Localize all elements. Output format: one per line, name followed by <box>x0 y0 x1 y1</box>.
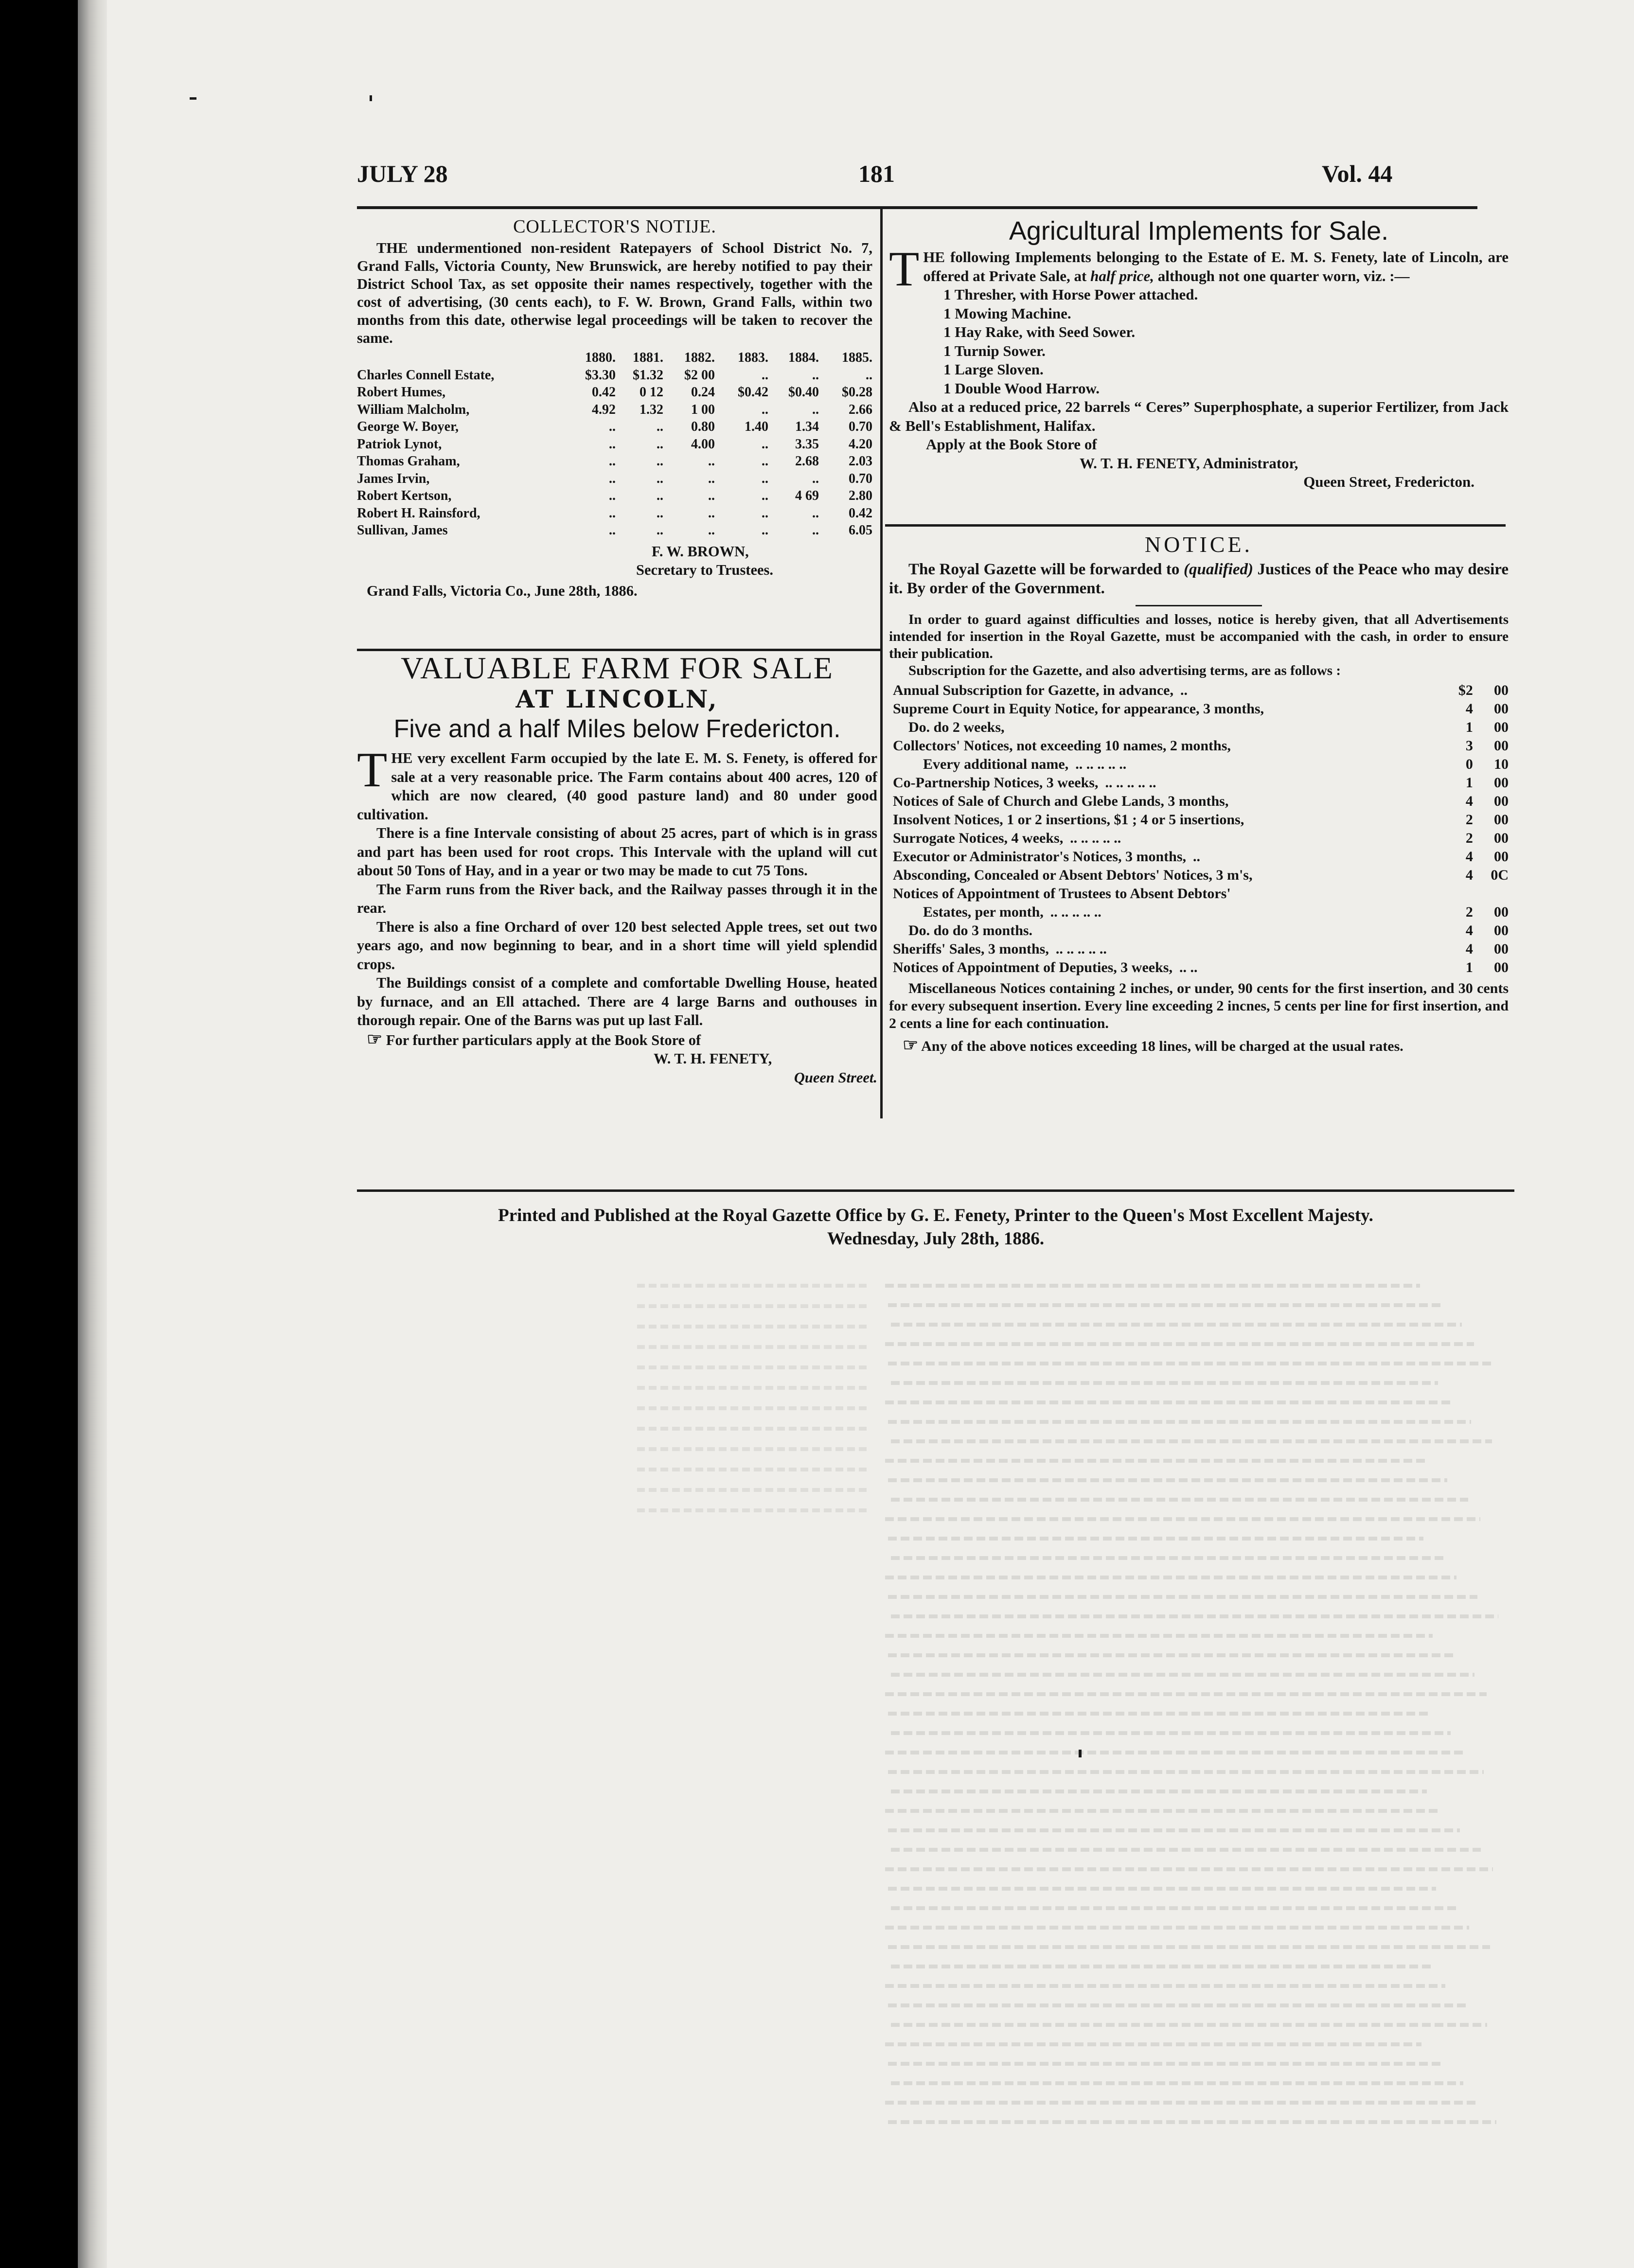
tax-amount: .. <box>657 471 663 486</box>
gazette-notice-title: NOTICE. <box>1144 532 1253 557</box>
rate-cents <box>1473 885 1509 903</box>
bleed-line <box>888 1362 1495 1365</box>
implement-item: 1 Large Sloven. <box>943 361 1044 378</box>
bleed-line <box>885 1809 1439 1813</box>
rate-label: Annual Subscription for Gazette, in advance, <box>893 682 1173 698</box>
rate-cents: 00 <box>1494 812 1509 828</box>
ratepayer-name: Robert Kertson, <box>357 488 452 503</box>
pointing-hand-icon: ☞ <box>367 1029 383 1049</box>
bleed-line <box>885 2101 1475 2105</box>
rate-row <box>889 921 1509 940</box>
tax-amount: .. <box>762 454 768 469</box>
implements-address: Queen Street, Fredericton. <box>1303 473 1474 490</box>
short-rule <box>1136 605 1262 606</box>
ratepayer-row <box>357 505 872 522</box>
bleed-line <box>891 1965 1433 1968</box>
tax-amount: 0.70 <box>849 471 872 486</box>
year-header: 1883. <box>738 350 768 365</box>
rate-label: Notices of Appointment of Trustees to Absent Debtors' <box>893 886 1231 902</box>
tax-amount: .. <box>762 367 768 383</box>
bleed-line <box>885 2042 1421 2046</box>
rate-label: Executor or Administrator's Notices, 3 months, <box>893 849 1187 865</box>
ratepayer-name: Patriok Lynot, <box>357 436 442 452</box>
implement-item: 1 Hay Rake, with Seed Sower. <box>943 323 1136 340</box>
tax-amount: .. <box>609 488 616 503</box>
year-header: 1882. <box>684 350 715 365</box>
rate-row <box>889 848 1509 866</box>
rate-cents: 00 <box>1494 959 1509 975</box>
rate-label: Sheriffs' Sales, 3 months, <box>893 941 1049 957</box>
rate-dollars: 2 <box>1465 830 1473 846</box>
tax-amount: .. <box>762 402 768 417</box>
bleed-line <box>885 1634 1433 1638</box>
tax-amount: .. <box>657 505 663 521</box>
rate-label: Supreme Court in Equity Notice, for appearance, 3 months, <box>893 701 1264 717</box>
rate-leader-dots: .. .. .. .. .. <box>1055 941 1107 957</box>
rate-label: Do. do 2 weeks, <box>908 719 1005 735</box>
bleed-line <box>885 1284 1420 1288</box>
bleed-line <box>891 1731 1451 1735</box>
section-rule <box>885 524 1506 527</box>
implements-intro-end: although not one quarter worn, viz. :— <box>1154 267 1410 284</box>
rate-cents: 00 <box>1494 701 1509 717</box>
rate-label: Co-Partnership Notices, 3 weeks, <box>893 775 1099 791</box>
bleed-line <box>891 1323 1462 1327</box>
implements-title: Agricultural Implements for Sale. <box>1009 216 1389 246</box>
year-header: 1881. <box>633 350 663 365</box>
implements-apply-line: Apply at the Book Store of <box>926 436 1097 453</box>
rate-row <box>889 885 1509 903</box>
rate-cents: 00 <box>1494 904 1509 920</box>
bleed-line <box>637 1406 870 1410</box>
rate-label: Notices of Appointment of Deputies, 3 weeks, <box>893 959 1172 975</box>
tax-amount: .. <box>866 367 872 383</box>
rate-row <box>889 700 1509 718</box>
bleed-line <box>888 2120 1496 2124</box>
rate-row <box>889 774 1509 792</box>
tax-amount: .. <box>609 454 616 469</box>
bleed-line <box>637 1365 870 1369</box>
farm-paragraph: HE very excellent Farm occupied by the late E. M. S. Fenety, is offered for sale at a very reasonable price. The Farm contains about 400 acres, 120 of which are now cleared, (40 good pasture land) and 80 under good cultivation. <box>357 750 877 823</box>
rate-dollars: 2 <box>1465 812 1473 828</box>
bleed-line <box>885 1692 1487 1696</box>
rate-dollars: 4 <box>1465 793 1473 809</box>
ratepayer-name: William Malcholm, <box>357 402 470 417</box>
tax-amount: .. <box>708 523 715 538</box>
tax-amount: .. <box>708 454 715 469</box>
ratepayer-name: James Irvin, <box>357 471 430 486</box>
page-number: 181 <box>858 160 895 187</box>
tax-amount: .. <box>762 523 768 538</box>
rate-leader-dots: .. .. .. .. .. <box>1075 756 1127 772</box>
farm-paragraph: There is also a fine Orchard of over 120 best selected Apple trees, set out two years ago, and now beginning to bear, and in a short time will yield splendid crops. <box>357 918 877 973</box>
bleed-line <box>885 1400 1450 1404</box>
rate-row <box>889 755 1509 774</box>
tax-amount: .. <box>609 419 616 434</box>
bleed-line <box>891 2081 1463 2085</box>
bleed-line <box>888 1712 1430 1716</box>
tax-amount: .. <box>812 367 819 383</box>
tax-amount: .. <box>657 419 663 434</box>
tax-amount: $0.40 <box>788 385 819 400</box>
ratepayer-name: Charles Connell Estate, <box>357 367 495 383</box>
gazette-notice <box>889 529 1509 1055</box>
tax-amount: .. <box>657 436 663 452</box>
farm-sale-subhead: AT LINCOLN, <box>515 685 719 713</box>
tax-amount: .. <box>609 523 616 538</box>
tax-amount: 2.68 <box>795 454 819 469</box>
tax-amount: .. <box>657 523 663 538</box>
rate-row <box>889 792 1509 811</box>
rate-dollars: 4 <box>1465 941 1473 957</box>
rate-dollars: 4 <box>1465 867 1473 883</box>
bleed-line <box>891 2023 1487 2027</box>
tax-amount: 0 12 <box>639 385 663 400</box>
gazette-sub-intro: Subscription for the Gazette, and also advertising terms, are as follows : <box>908 663 1341 678</box>
implement-item: 1 Thresher, with Horse Power attached. <box>943 286 1198 303</box>
tax-amount: $0.42 <box>738 385 768 400</box>
bleed-line <box>888 2062 1442 2066</box>
ratepayer-row <box>357 487 872 505</box>
collectors-dateline: Grand Falls, Victoria Co., June 28th, 1886. <box>367 582 638 599</box>
rate-dollars: 1 <box>1465 719 1473 735</box>
advertising-rates-table <box>889 681 1509 977</box>
rate-leader-dots: .. <box>1193 849 1201 865</box>
year-header: 1880. <box>585 350 616 365</box>
tax-amount: .. <box>812 505 819 521</box>
tax-amount: .. <box>812 471 819 486</box>
implements-signature: W. T. H. FENETY, Administrator, <box>1080 454 1298 472</box>
rate-cents: 00 <box>1494 738 1509 754</box>
bleed-line <box>888 1537 1423 1541</box>
rate-label: Insolvent Notices, 1 or 2 insertions, $1 ; 4 or 5 insertions, <box>893 812 1244 828</box>
tax-amount: 0.42 <box>849 505 872 521</box>
tax-amount: $3.30 <box>585 367 616 383</box>
tax-amount: 0.80 <box>691 419 715 434</box>
rate-label: Absconding, Concealed or Absent Debtors' Notices, 3 m's, <box>893 867 1253 883</box>
ratepayers-table <box>357 349 872 539</box>
ratepayer-row <box>357 436 872 453</box>
tax-amount: 2.66 <box>849 402 872 417</box>
tax-amount: 4.20 <box>849 436 872 452</box>
implements-intro: HE following Implements belonging to the Estate of E. M. S. Fenety, late of Lincoln, are offered at Private Sale, at <box>923 248 1509 284</box>
tax-amount: .. <box>762 505 768 521</box>
tax-amount: $1.32 <box>633 367 663 383</box>
ratepayer-row <box>357 367 872 384</box>
bleed-line <box>885 1459 1426 1463</box>
ratepayer-name: George W. Boyer, <box>357 419 459 434</box>
rate-row <box>889 958 1509 977</box>
bleed-line <box>637 1488 870 1492</box>
bleed-line <box>888 2003 1466 2007</box>
farm-agent-name: W. T. H. FENETY, <box>654 1050 772 1067</box>
rate-dollars: 4 <box>1465 849 1473 865</box>
bleed-line <box>885 1867 1493 1871</box>
tax-amount: 0.70 <box>849 419 872 434</box>
tax-amount: .. <box>609 471 616 486</box>
rate-leader-dots: .. .. <box>1179 959 1198 975</box>
rate-dollars: $2 <box>1458 682 1473 698</box>
ratepayer-name: Robert H. Rainsford, <box>357 505 480 521</box>
year-header: 1885. <box>842 350 872 365</box>
rate-dollars: 1 <box>1465 959 1473 975</box>
pointing-hand-icon: ☞ <box>903 1035 919 1055</box>
header-rule <box>357 206 1477 209</box>
tax-amount: 0.24 <box>691 385 715 400</box>
bleed-line <box>637 1447 870 1451</box>
bleed-line <box>885 1342 1474 1346</box>
bleed-line <box>637 1325 870 1329</box>
rate-dollars <box>1438 885 1473 903</box>
tax-amount: .. <box>812 523 819 538</box>
collectors-notice <box>357 214 872 600</box>
bleed-line <box>637 1468 870 1471</box>
rate-row <box>889 829 1509 848</box>
rate-label: Surrogate Notices, 4 weeks, <box>893 830 1064 846</box>
tax-amount: .. <box>708 488 715 503</box>
bleed-line <box>891 1381 1438 1385</box>
tax-amount: 1.34 <box>795 419 819 434</box>
rate-cents: 00 <box>1494 775 1509 791</box>
rate-cents: 10 <box>1494 756 1509 772</box>
bleed-line <box>888 1420 1471 1424</box>
tax-amount: 1.40 <box>745 419 768 434</box>
bleed-line <box>891 1439 1492 1443</box>
bleed-line <box>885 1517 1480 1521</box>
bleed-line <box>637 1386 870 1390</box>
rate-leader-dots: .. .. .. .. .. <box>1070 830 1121 846</box>
footer-printed-line: Printed and Published at the Royal Gazette Office by G. E. Fenety, Printer to the Queen's Most Excellent Majesty. <box>498 1205 1373 1225</box>
tax-amount: .. <box>708 471 715 486</box>
bleed-line <box>637 1427 870 1431</box>
tax-amount: 4.92 <box>592 402 616 417</box>
rate-dollars: 4 <box>1465 922 1473 939</box>
tax-amount: .. <box>708 505 715 521</box>
bleed-line <box>637 1304 870 1308</box>
ratepayer-name: Sullivan, James <box>357 523 448 538</box>
farm-apply-line: For further particulars apply at the Book Store of <box>386 1031 701 1048</box>
tax-amount: .. <box>657 454 663 469</box>
rate-label: Do. do do 3 months. <box>908 922 1033 939</box>
tax-amount: .. <box>609 436 616 452</box>
rate-label: Every additional name, <box>923 756 1069 772</box>
farm-paragraph: The Buildings consist of a complete and comfortable Dwelling House, heated by furnace, and an Ell attached. There are 4 large Barns and outhouses in thorough repair. One of the Barns was put up last Fall. <box>357 975 877 1028</box>
farm-paragraph: The Farm runs from the River back, and the Railway passes through it in the rear. <box>357 881 877 916</box>
collectors-notice-body: THE undermentioned non-resident Ratepayers of School District No. 7, Grand Falls, Victoria County, New Brunswick, are hereby notified to pay their District School Tax, as set opposite their names respectively, together with the cost of advertising, (30 cents each), to F. W. Brown, Grand Falls, within two months from this date, otherwise legal proceedings will be taken to recover the same. <box>357 240 872 346</box>
rate-label: Estates, per month, <box>923 904 1044 920</box>
bleed-line <box>888 1653 1454 1657</box>
bleed-line <box>891 1498 1468 1502</box>
gazette-notice-line-end: Justices of the Peace who may desire it. By order of the Government. <box>889 561 1509 597</box>
rate-cents: 00 <box>1494 719 1509 735</box>
implement-item: 1 Turnip Sower. <box>943 342 1046 359</box>
bleed-line <box>885 1751 1463 1754</box>
ratepayer-row <box>357 453 872 470</box>
ratepayer-name: Thomas Graham, <box>357 454 460 469</box>
tax-amount: 1.32 <box>639 402 663 417</box>
bleed-line <box>885 1926 1469 1930</box>
bleed-line <box>637 1284 870 1288</box>
rate-row <box>889 811 1509 829</box>
column-rule <box>880 209 883 1118</box>
rate-row <box>889 681 1509 700</box>
bleed-line <box>888 1945 1490 1949</box>
tax-amount: .. <box>812 402 819 417</box>
rate-cents: 00 <box>1494 793 1509 809</box>
bleed-line <box>888 1828 1460 1832</box>
tax-amount: 0.42 <box>592 385 616 400</box>
bleed-line <box>888 1887 1436 1891</box>
rate-leader-dots: .. .. .. .. .. <box>1050 904 1101 920</box>
issue-date: JULY 28 <box>357 160 448 187</box>
gazette-notice-line: The Royal Gazette will be forwarded to <box>908 561 1184 578</box>
ratepayer-row <box>357 384 872 401</box>
table-header-row <box>357 349 872 367</box>
ratepayer-row <box>357 418 872 436</box>
rate-label: Notices of Sale of Church and Glebe Lands, 3 months, <box>893 793 1229 809</box>
implements-intro-emphasis: half price, <box>1090 267 1154 284</box>
tax-amount: $2 00 <box>684 367 715 383</box>
rate-cents: 00 <box>1494 682 1509 698</box>
bleed-line <box>637 1345 870 1349</box>
implements-sale-ad <box>889 214 1509 492</box>
ratepayer-row <box>357 470 872 488</box>
rate-cents: 00 <box>1494 922 1509 939</box>
tax-amount: .. <box>762 436 768 452</box>
rate-cents: 0C <box>1491 867 1509 883</box>
bleed-line <box>888 1595 1477 1599</box>
collectors-signature-title: Secretary to Trustees. <box>636 562 774 578</box>
farm-sale-ad <box>357 651 877 1087</box>
collectors-notice-title: COLLECTOR'S NOTIJE. <box>513 216 716 237</box>
farm-paragraph: There is a fine Intervale consisting of about 25 acres, part of which is in grass and part has been used for root crops. This Intervale with the upland will cut about 50 Tons of Hay, and in a year or two may be made to cut 75 Tons. <box>357 825 877 879</box>
dropcap-letter: T <box>889 242 920 297</box>
ratepayer-row <box>357 522 872 539</box>
farm-sale-tagline: Five and a half Miles below Fredericton. <box>393 715 841 743</box>
rate-row <box>889 940 1509 958</box>
rate-row <box>889 718 1509 737</box>
rate-label: Collectors' Notices, not exceeding 10 names, 2 months, <box>893 738 1231 754</box>
footer-rule <box>357 1189 1514 1192</box>
bleed-line <box>891 1614 1498 1618</box>
tax-amount: 4 69 <box>795 488 819 503</box>
rate-row <box>889 903 1509 921</box>
tax-amount: .. <box>762 471 768 486</box>
rate-dollars: 1 <box>1465 775 1473 791</box>
rate-dollars: 3 <box>1465 738 1473 754</box>
rate-leader-dots: .. <box>1180 682 1188 698</box>
gazette-misc-notices: Miscellaneous Notices containing 2 inches, or under, 90 cents for the first insertion, and 30 cents for every subsequent insertion. Every line exceeding 2 incnes, 5 cents per line for first insertion, and 2 cents a line for each continuation. <box>889 980 1509 1031</box>
tax-amount: 2.80 <box>849 488 872 503</box>
ink-speck <box>190 97 196 100</box>
rate-cents: 00 <box>1494 849 1509 865</box>
rate-dollars: 0 <box>1465 756 1473 772</box>
bleed-line <box>891 1906 1457 1910</box>
farm-agent-street: Queen Street. <box>794 1069 877 1086</box>
volume-number: Vol. 44 <box>1322 160 1393 187</box>
tax-amount: 2.03 <box>849 454 872 469</box>
rate-dollars: 4 <box>1465 701 1473 717</box>
bleed-line <box>888 1478 1447 1482</box>
rate-cents: 00 <box>1494 830 1509 846</box>
rate-cents: 00 <box>1494 941 1509 957</box>
implement-item: 1 Double Wood Harrow. <box>943 379 1100 397</box>
farm-sale-headline: VALUABLE FARM FOR SALE <box>401 651 834 685</box>
bleed-line <box>891 1556 1444 1560</box>
ink-speck <box>370 95 372 101</box>
footer-date-line: Wednesday, July 28th, 1886. <box>827 1229 1045 1249</box>
ratepayer-name: Robert Humes, <box>357 385 445 400</box>
tax-amount: $0.28 <box>842 385 872 400</box>
dropcap-letter: T <box>357 743 388 797</box>
tax-amount: .. <box>657 488 663 503</box>
collectors-signature-name: F. W. BROWN, <box>652 543 749 560</box>
bleed-line <box>885 1576 1456 1579</box>
gazette-note: Any of the above notices exceeding 18 lines, will be charged at the usual rates. <box>921 1038 1403 1054</box>
year-header: 1884. <box>788 350 819 365</box>
implements-also: Also at a reduced price, 22 barrels “ Ceres” Superphosphate, a superior Fertilizer, from Jack & Bell's Establishment, Halifax. <box>889 398 1509 434</box>
rate-row <box>889 866 1509 885</box>
rate-leader-dots: .. .. .. .. .. <box>1105 775 1156 791</box>
gazette-guard-text: In order to guard against difficulties and losses, notice is hereby given, that all Advertisements intended for insertion in the Royal Gazette, must be accompanied with the cash, in order to ensure their publication. <box>889 612 1509 661</box>
bleed-line <box>888 1770 1484 1774</box>
tax-amount: .. <box>762 488 768 503</box>
bleed-line <box>891 1848 1481 1852</box>
tax-amount: 6.05 <box>849 523 872 538</box>
rate-row <box>889 737 1509 755</box>
ratepayer-row <box>357 401 872 419</box>
bleed-line <box>891 1790 1427 1793</box>
bleed-line <box>891 1673 1474 1677</box>
tax-amount: .. <box>609 505 616 521</box>
tax-amount: 4.00 <box>691 436 715 452</box>
tax-amount: 3.35 <box>795 436 819 452</box>
gazette-notice-emphasis: (qualified) <box>1183 561 1253 578</box>
implement-item: 1 Mowing Machine. <box>943 304 1071 322</box>
page-binding-shadow <box>78 0 107 2268</box>
newspaper-page <box>78 0 1634 2268</box>
bleed-line <box>885 1984 1445 1988</box>
implements-list <box>889 285 1509 398</box>
rate-dollars: 2 <box>1465 904 1473 920</box>
tax-amount: 1 00 <box>691 402 715 417</box>
bleed-line <box>637 1508 870 1512</box>
bleed-line <box>888 1303 1441 1307</box>
